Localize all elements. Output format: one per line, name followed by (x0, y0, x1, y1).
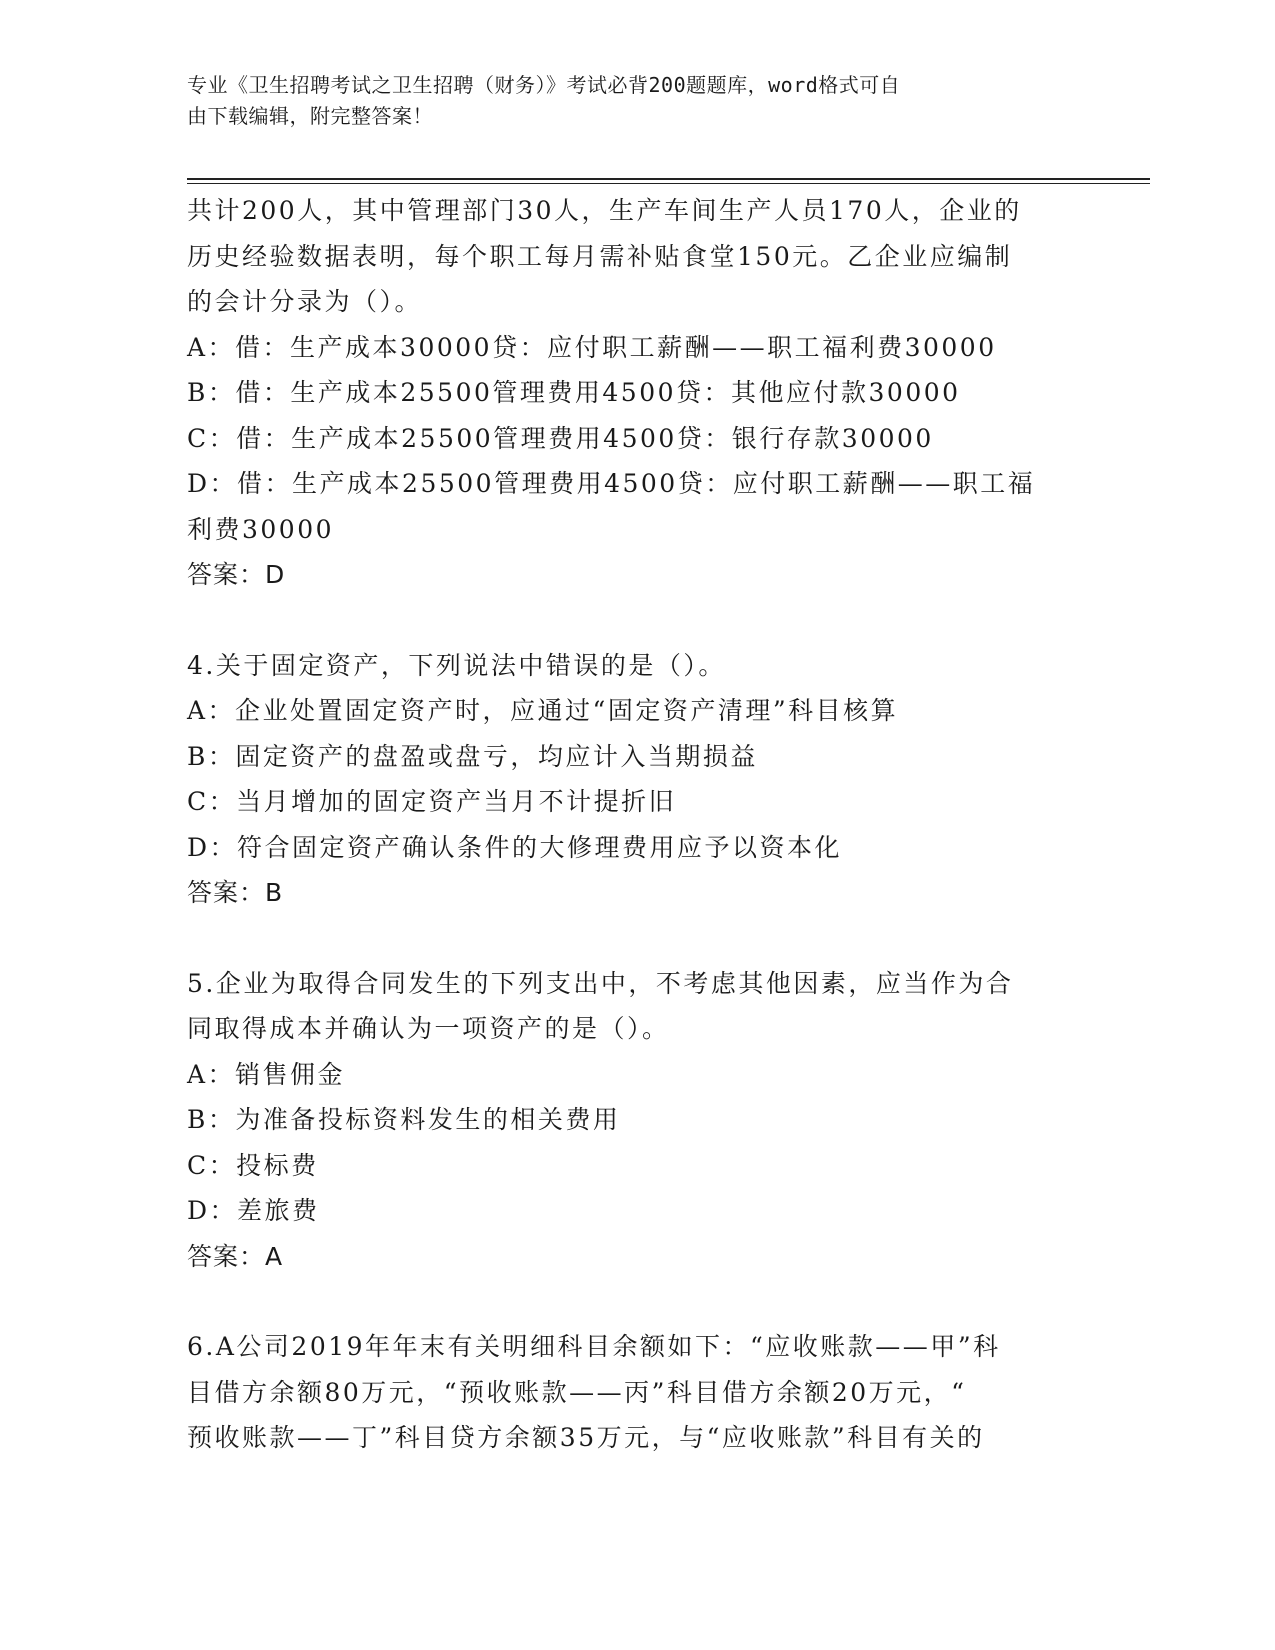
question-5-option-c: C：投标费 (187, 1150, 319, 1180)
question-5-text-line-2: 同取得成本并确认为一项资产的是（）。 (187, 1014, 670, 1043)
spacer (187, 1279, 1077, 1324)
question-3-option-d-line-2: 利费30000 (187, 514, 335, 544)
question-6-text-line-3: 预收账款——丁”科目贷方余额35万元，与“应收账款”科目有关的 (187, 1423, 985, 1452)
question-3-option-d-line-1: D：借：生产成本25500管理费用4500贷：应付职工薪酬——职工福 (187, 469, 1036, 498)
question-5-option-a: A：销售佣金 (187, 1059, 346, 1089)
question-3-option-a: A：借：生产成本30000贷：应付职工薪酬——职工福利费30000 (187, 332, 997, 362)
question-3-answer: 答案：D (187, 560, 286, 589)
question-6 (187, 1324, 1077, 1461)
question-4-option-b: B：固定资产的盘盈或盘亏，均应计入当期损益 (187, 741, 758, 771)
question-3-text-line-3: 的会计分录为（）。 (187, 287, 423, 316)
question-4-answer: 答案：B (187, 878, 284, 907)
header-divider-thick (187, 178, 1150, 180)
question-5 (187, 961, 1077, 1280)
question-6-text-line-1: 6.A公司2019年年末有关明细科目余额如下：“应收账款——甲”科 (187, 1332, 1001, 1361)
document-body (187, 188, 1077, 1461)
question-4-option-c: C：当月增加的固定资产当月不计提折旧 (187, 787, 677, 816)
question-4-option-a: A：企业处置固定资产时，应通过“固定资产清理”科目核算 (187, 696, 899, 725)
spacer (187, 598, 1077, 643)
question-4 (187, 643, 1077, 916)
question-3-option-b: B：借：生产成本25500管理费用4500贷：其他应付款30000 (187, 378, 961, 407)
question-5-text-line-1: 5.企业为取得合同发生的下列支出中，不考虑其他因素，应当作为合 (187, 968, 1014, 998)
header-line-2: 由下载编辑，附完整答案！ (187, 104, 433, 128)
question-3-text-line-1: 共计200人，其中管理部门30人，生产车间生产人员170人，企业的 (187, 196, 1022, 225)
question-5-answer: 答案：A (187, 1241, 284, 1271)
question-3-option-c: C：借：生产成本25500管理费用4500贷：银行存款30000 (187, 423, 934, 453)
question-4-text: 4.关于固定资产，下列说法中错误的是（）。 (187, 650, 726, 680)
header-line-1: 专业《卫生招聘考试之卫生招聘（财务）》考试必背200题题库，word格式可自 (187, 73, 901, 97)
question-5-option-b: B：为准备投标资料发生的相关费用 (187, 1105, 621, 1134)
question-4-option-d: D：符合固定资产确认条件的大修理费用应予以资本化 (187, 832, 843, 862)
question-5-option-d: D：差旅费 (187, 1196, 320, 1225)
document-header (187, 70, 1067, 132)
question-6-text-line-2: 目借方余额80万元，“预收账款——丙”科目借方余额20万元，“ (187, 1377, 967, 1407)
spacer (187, 916, 1077, 961)
question-3-text-line-2: 历史经验数据表明，每个职工每月需补贴食堂150元。乙企业应编制 (187, 241, 1013, 271)
question-3 (187, 188, 1077, 598)
header-divider-thin (187, 183, 1150, 184)
